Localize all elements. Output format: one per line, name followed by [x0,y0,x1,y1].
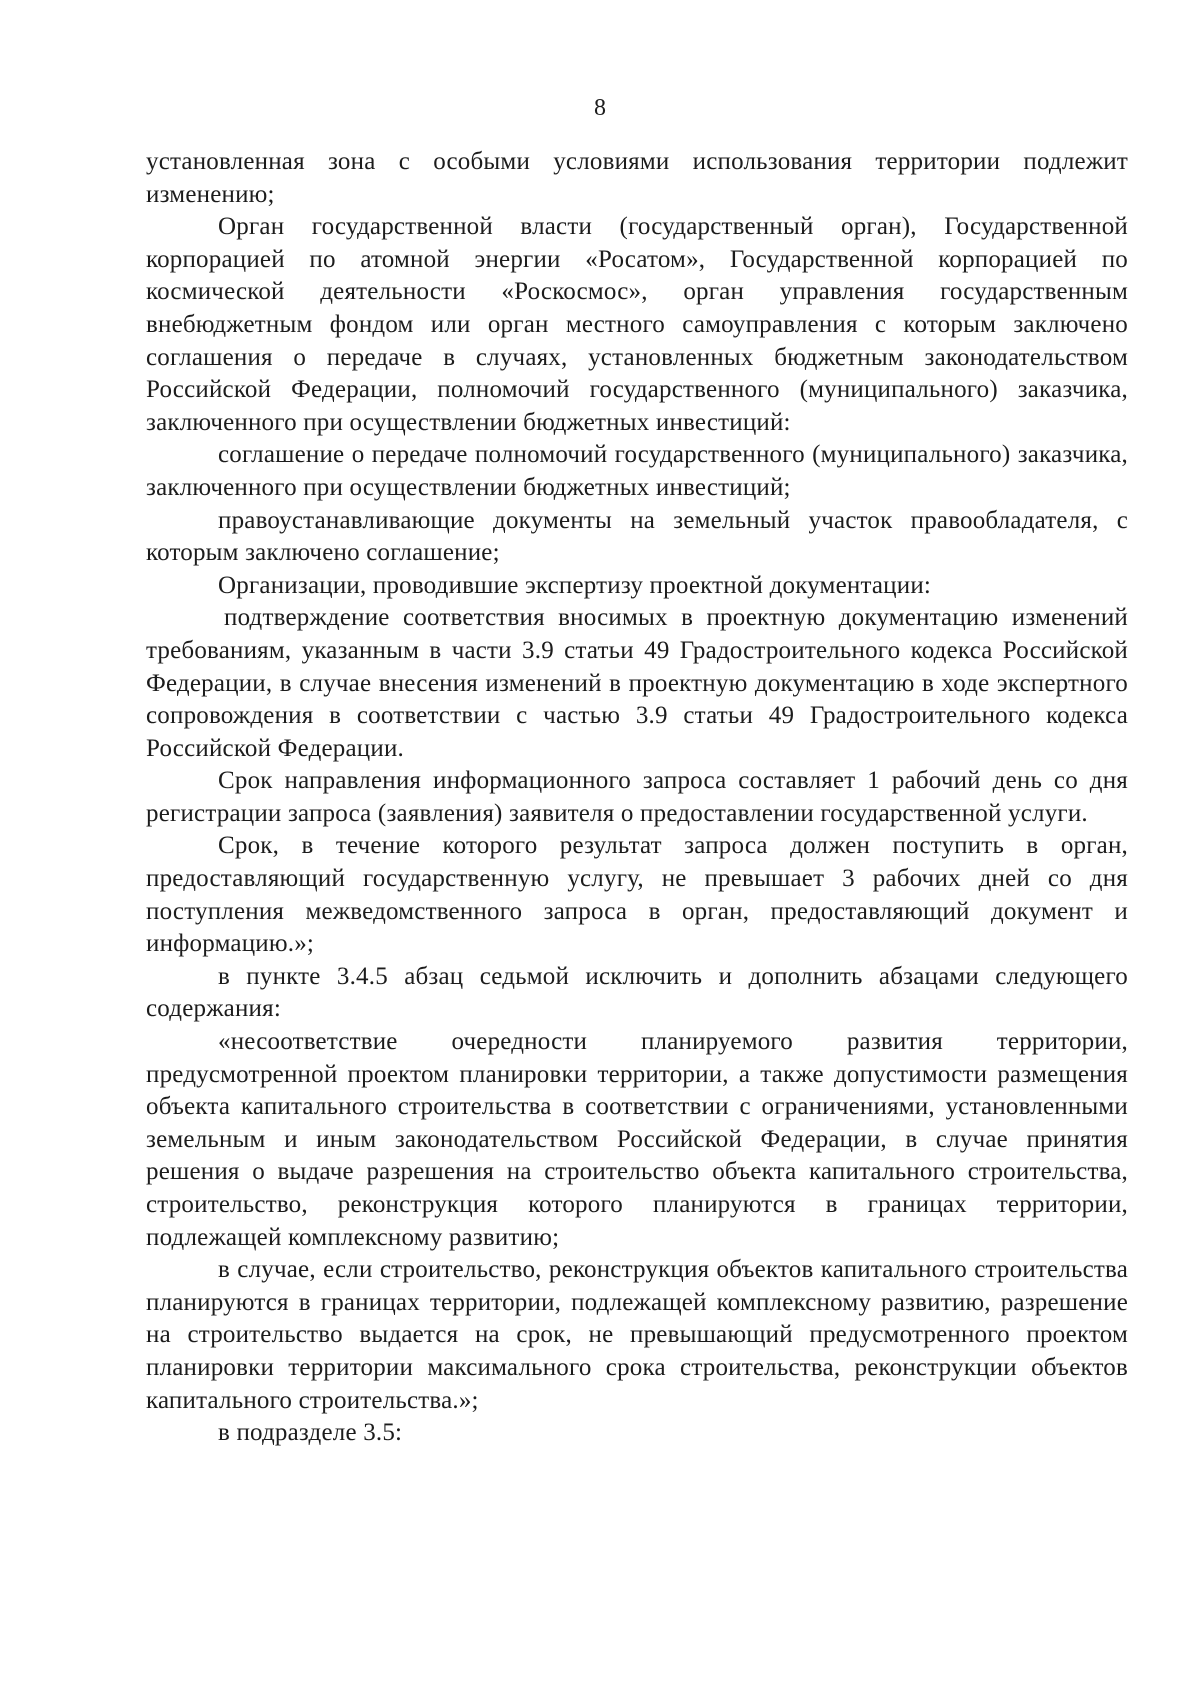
paragraph-authority-list: Орган государственной власти (государственный орган), Государственной корпорацией по атомной энергии «Росатом», Государственной корпорацией по космической деятельности «Роскосмос», орган управления государственным внебюджетным фондом или орган местного самоуправления с которым заключено соглашения о передаче в случаях, установленных бюджетным законодательством Российской Федерации, полномочий государственного (муниципального) заказчика, заключенного при осуществлении бюджетных инвестиций: [146,213,1128,436]
document-body [146,146,1128,1450]
paragraph-request-deadline: Срок направления информационного запроса составляет 1 рабочий день со дня регистрации запроса (заявления) заявителя о предоставлении государственной услуги. [146,767,1128,827]
paragraph-response-deadline: Срок, в течение которого результат запроса должен поступить в орган, предоставляющий государственную услугу, не превышает 3 рабочих дней со дня поступления межведомственного запроса в орган, предоставляющий документ и информацию.»; [146,832,1128,958]
paragraph-inconsistency: «несоответствие очередности планируемого развития территории, предусмотренной проектом планировки территории, а также допустимости размещения объекта капитального строительства в соответствии с ограничениями, установленными земельным и иным законодательством Российской Федерации, в случае принятия решения о выдаче разрешения на строительство объекта капитального строительства, строительство, реконструкция которого планируются в границах территории, подлежащей комплексному развитию; [146,1028,1128,1251]
paragraph-clause-3-4-5: в пункте 3.4.5 абзац седьмой исключить и дополнить абзацами следующего содержания: [146,962,1128,1023]
paragraph-confirmation-compliance: подтверждение соответствия вносимых в проектную документацию изменений требованиям, указанным в части 3.9 статьи 49 Градостроительного кодекса Российской Федерации, в случае внесения изменений в проектную документацию в ходе экспертного сопровождения в соответствии с частью 3.9 статьи 49 Градостроительного кодекса Российской Федерации. [146,604,1128,762]
paragraph-agreement-transfer: соглашение о передаче полномочий государственного (муниципального) заказчика, заключенного при осуществлении бюджетных инвестиций; [146,441,1128,501]
paragraph-permit-term: в случае, если строительство, реконструкция объектов капитального строительства планируются в границах территории, подлежащей комплексному развитию, разрешение на строительство выдается на срок, не превышающий предусмотренного проектом планировки территории максимального срока строительства, реконструкции объектов капитального строительства.»; [146,1256,1128,1414]
paragraph-title-documents: правоустанавливающие документы на земельный участок правообладателя, с которым заключено соглашение; [146,506,1128,567]
paragraph-zone-change: установленная зона с особыми условиями использования территории подлежит изменению; [146,148,1128,208]
paragraph-subsection-3-5: в подразделе 3.5: [218,1419,403,1447]
paragraph-expertise-organizations: Организации, проводившие экспертизу проектной документации: [218,571,932,599]
page-number: 8 [594,95,606,121]
